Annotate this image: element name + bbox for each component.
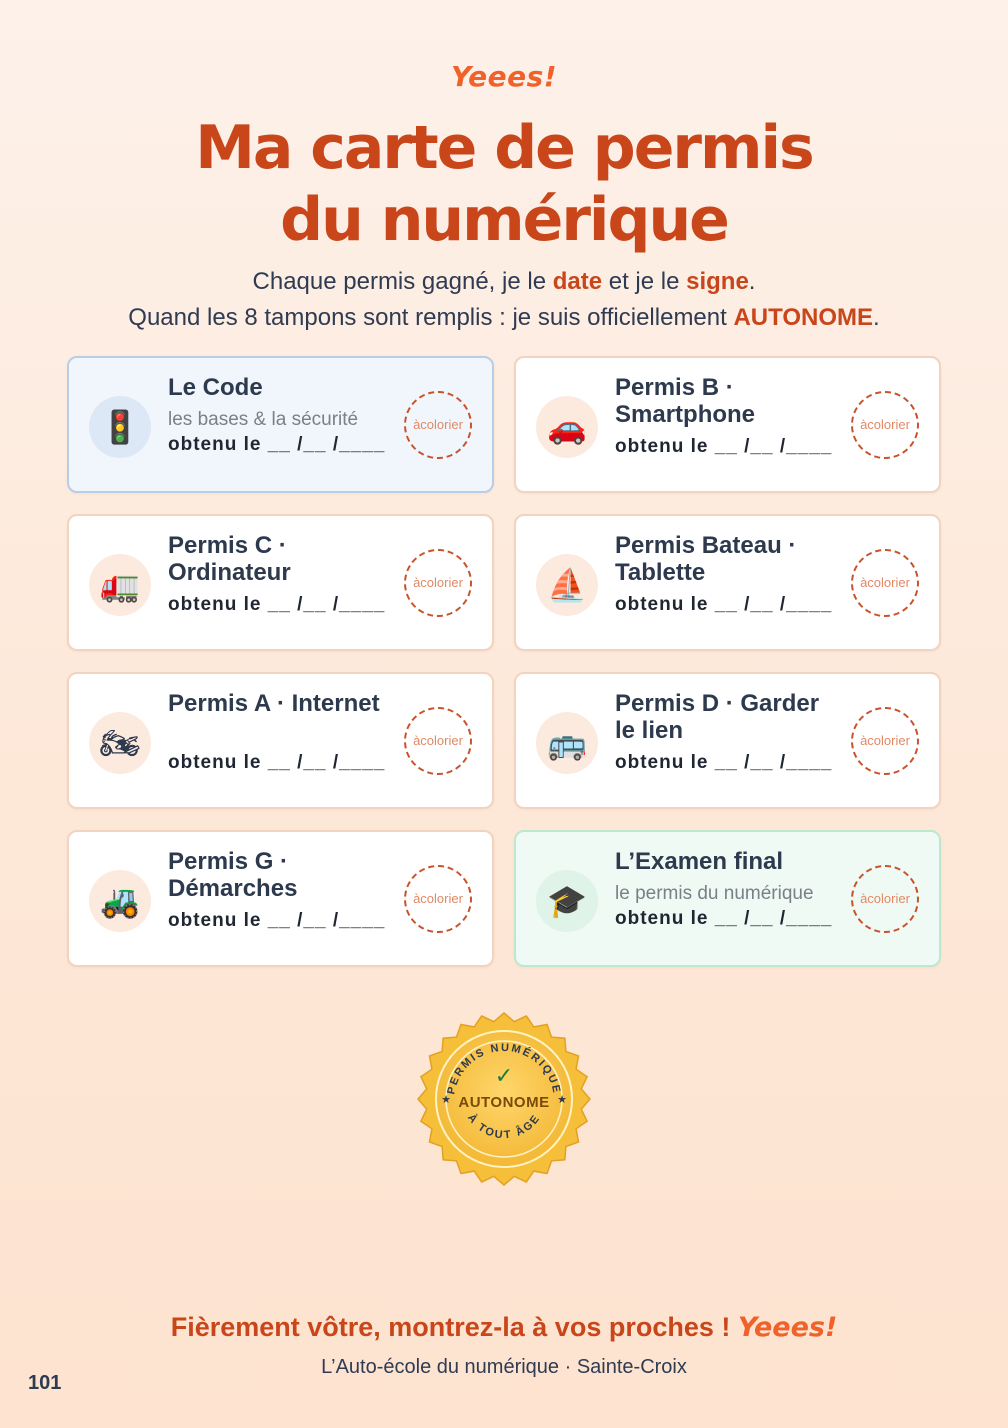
sailboat-icon: ⛵ — [536, 554, 598, 616]
seal-top-text: PERMIS NUMÉRIQUE — [445, 1041, 563, 1096]
permit-title: Permis C · Ordinateur — [168, 532, 291, 586]
star-icon-right: ★ — [557, 1093, 567, 1106]
permit-card — [67, 830, 494, 967]
permit-title: L’Examen final — [615, 848, 784, 875]
stamp-label: colorier — [420, 733, 463, 748]
intro-text-part: et je le — [602, 268, 687, 295]
stamp-to-color — [404, 865, 472, 933]
permit-subtitle: les bases & la sécurité — [168, 409, 359, 430]
brand-logo: Yeees! — [450, 60, 558, 93]
closing-message — [0, 1312, 1008, 1343]
intro-line-1 — [0, 264, 1008, 300]
page-title — [0, 112, 1008, 256]
stamp-to-color — [404, 707, 472, 775]
intro-text-part: . — [873, 304, 880, 331]
car-icon: 🚗 — [536, 396, 598, 458]
traffic-light-icon: 🚦 — [89, 396, 151, 458]
stamp-label: à — [860, 575, 868, 590]
tractor-icon: 🚜 — [89, 870, 151, 932]
stamp-to-color — [851, 549, 919, 617]
seal-bottom-text: À TOUT ÂGE — [464, 1111, 543, 1142]
stamp-to-color — [851, 391, 919, 459]
permit-title: Le Code — [168, 374, 263, 401]
permit-card — [67, 514, 494, 651]
highlight-autonome: AUTONOME — [733, 304, 874, 331]
stamp-label: colorier — [420, 891, 463, 906]
permit-title: Permis A · Internet — [168, 690, 380, 717]
star-icon-left: ★ — [441, 1093, 451, 1106]
stamp-label: colorier — [867, 891, 910, 906]
intro-text-part: Quand les 8 tampons sont remplis : je suis officiellement — [128, 304, 734, 331]
stamp-to-color — [851, 865, 919, 933]
stamp-to-color — [404, 549, 472, 617]
stamp-label: à — [860, 733, 868, 748]
truck-icon: 🚛 — [89, 554, 151, 616]
intro-text — [0, 264, 1008, 336]
stamp-label: à — [860, 417, 868, 432]
permit-subtitle: le permis du numérique — [615, 883, 814, 904]
permit-card — [514, 830, 941, 967]
permit-title: Permis G · Démarches — [168, 848, 298, 902]
highlight-signe: signe — [686, 268, 749, 295]
closing-brand: Yeees! — [737, 1312, 838, 1343]
autonome-seal — [414, 1009, 594, 1189]
stamp-label: à — [413, 417, 421, 432]
stamp-label: colorier — [420, 417, 463, 432]
stamp-label: colorier — [867, 575, 910, 590]
intro-text-part: . — [748, 268, 756, 295]
permit-title: Permis D · Garder le lien — [615, 690, 820, 744]
permit-card — [514, 514, 941, 651]
permit-card — [514, 356, 941, 493]
obtained-date-field: obtenu le __ /__ /____ — [168, 910, 386, 931]
page-number: 101 — [28, 1372, 62, 1394]
graduation-cap-icon: 🎓 — [536, 870, 598, 932]
bus-icon: 🚌 — [536, 712, 598, 774]
title-line-2: du numérique — [280, 185, 728, 255]
obtained-date-field: obtenu le __ /__ /____ — [168, 434, 386, 455]
motorcycle-icon: 🏍 — [89, 712, 151, 774]
permit-grid — [67, 356, 941, 967]
title-line-1: Ma carte de permis — [195, 113, 813, 183]
closing-text: Fièrement vôtre, montrez-la à vos proches ! — [170, 1312, 738, 1342]
obtained-date-field: obtenu le __ /__ /____ — [615, 908, 833, 929]
stamp-label: à — [413, 733, 421, 748]
stamp-label: à — [413, 575, 421, 590]
intro-line-2 — [0, 300, 1008, 336]
stamp-to-color — [851, 707, 919, 775]
obtained-date-field: obtenu le __ /__ /____ — [168, 752, 386, 773]
permit-card — [67, 672, 494, 809]
obtained-date-field: obtenu le __ /__ /____ — [168, 594, 386, 615]
obtained-date-field: obtenu le __ /__ /____ — [615, 594, 833, 615]
intro-text-part: Chaque permis gagné, je le — [252, 268, 553, 295]
seal-center-label: AUTONOME — [458, 1094, 550, 1111]
stamp-to-color — [404, 391, 472, 459]
stamp-label: colorier — [420, 575, 463, 590]
stamp-label: à — [413, 891, 421, 906]
highlight-date: date — [552, 268, 603, 295]
check-icon: ✓ — [494, 1064, 514, 1089]
permit-card — [67, 356, 494, 493]
obtained-date-field: obtenu le __ /__ /____ — [615, 752, 833, 773]
permit-title: Permis B · Smartphone — [615, 374, 756, 428]
stamp-label: à — [860, 891, 868, 906]
obtained-date-field: obtenu le __ /__ /____ — [615, 436, 833, 457]
permit-title: Permis Bateau · Tablette — [615, 532, 797, 586]
footer-text: L’Auto-école du numérique · Sainte-Croix — [321, 1356, 687, 1378]
stamp-label: colorier — [867, 733, 910, 748]
permit-card — [514, 672, 941, 809]
stamp-label: colorier — [867, 417, 910, 432]
